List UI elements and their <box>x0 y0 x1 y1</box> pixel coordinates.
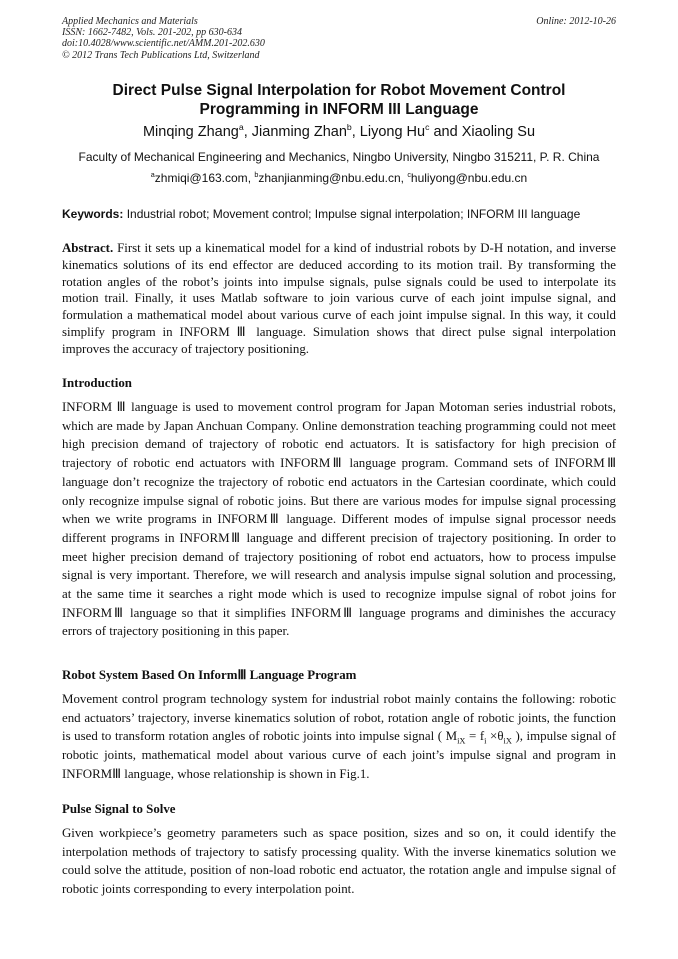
heading-pulse-signal: Pulse Signal to Solve <box>62 802 176 816</box>
author-affil-mark: c <box>425 122 430 133</box>
heading-introduction: Introduction <box>62 376 132 390</box>
abstract-label: Abstract. <box>62 241 114 255</box>
author-name: Liyong Hu <box>359 124 426 140</box>
formula-close: ) <box>511 729 520 744</box>
issn: ISSN: 1662-7482, Vols. 201-202, pp 630-634 <box>62 27 242 39</box>
keywords <box>62 207 616 221</box>
formula-t-sub: iX <box>503 736 512 746</box>
author-separator: and <box>429 124 462 140</box>
email-list <box>62 171 616 185</box>
author-name: Jianming Zhan <box>251 124 347 140</box>
author-affil-mark: b <box>346 122 352 133</box>
abstract <box>62 240 616 358</box>
journal-name: Applied Mechanics and Materials <box>62 16 198 27</box>
introduction-text: INFORM Ⅲ language is used to movement control program for Japan Motoman series industrial robots, which are made by Japan Anchuan Company. Online demonstration teaching programming could not meet high precision demand of trajectory of robotic end actuators. It is satisfactory for high precision of trajectory of robotic end actuators with INFORMⅢ language program. Command sets of INFORMⅢ language don’t recognize the trajectory of robotic end actuators in the Cartesian coordinate, which could only recognize impulse signal of robotic joins. But there are various modes for impulse signal processing when we write programs in INFORMⅢ language. Different modes of impulse signal processor needs different programs in INFORMⅢ language and different precision of trajectory positioning. In order to meet higher precision demand of trajectory positioning of robot end actuators, how to process impulse signal is very important. Therefore, we will research and analysis impulse signal solution and processing, at the same time it searches a right mode which is used to recognize impulse signal of robot joins for INFORMⅢ language so that it simplifies INFORMⅢ language programs and diminishes the accuracy errors of trajectory positioning in this paper. <box>62 400 616 639</box>
copyright: © 2012 Trans Tech Publications Ltd, Switzerland <box>62 49 260 61</box>
robot-text-before: Movement control program technology system for industrial robot mainly contains the following: robotic end actuators’ trajectory, inverse kinematics solution of robot, rotation angle of robotic joints, the function is used to transform rotation angles of robotic joints into impulse signal <box>62 692 616 744</box>
email-address: zhmiqi@163.com <box>154 171 248 185</box>
transform-formula <box>437 729 520 746</box>
keywords-text: Industrial robot; Movement control; Impulse signal interpolation; INFORM III language <box>126 207 581 221</box>
formula-m-sub: iX <box>457 736 466 746</box>
author-list <box>62 124 616 140</box>
email-address: zhanjianming@nbu.edu.cn <box>258 171 401 185</box>
author-name: Xiaoling Su <box>461 124 536 140</box>
email-mark: a <box>150 170 155 179</box>
email-separator: , <box>400 171 408 185</box>
email-mark: c <box>407 170 411 179</box>
email-address: huliyong@nbu.edu.cn <box>410 171 528 185</box>
formula-f-sub: i <box>484 736 487 746</box>
author-affil-mark: a <box>238 122 244 133</box>
doi: doi:10.4028/www.scientific.net/AMM.201-202.630 <box>62 38 265 50</box>
author-name: Minqing Zhang <box>142 124 239 140</box>
journal-meta <box>62 16 265 61</box>
online-date: Online: 2012-10-26 <box>536 16 616 27</box>
author-separator: , <box>351 124 360 140</box>
abstract-text: First it sets up a kinematical model for a kind of industrial robots by D-H notation, and inverse kinematics solutions of its end effector are deduced according to its motion trail. By transforming the rotation angles of the robot’s joints into impulse signals, pulse signals could be used to interpolate its motion trail. Finally, it uses Matlab software to join various curve of each joint impulse signal, and formulation a mathematical model about various curve of each joint impulse signal. In this way, it could simplify program in INFORM Ⅲ language. Simulation shows that direct pulse signal interpolation improves the accuracy of trajectory positioning. <box>62 241 616 356</box>
formula-times: ×θ <box>486 729 504 744</box>
robot-system-text <box>62 690 616 784</box>
author-separator: , <box>243 124 252 140</box>
keywords-label: Keywords: <box>62 207 124 221</box>
email-mark: b <box>254 170 259 179</box>
formula-mid: = f <box>465 729 485 744</box>
paper-title: Direct Pulse Signal Interpolation for Robot Movement Control Programming in INFORM III Language <box>112 82 566 118</box>
affiliation: Faculty of Mechanical Engineering and Mechanics, Ningbo University, Ningbo 315211, P. R. China <box>78 150 600 164</box>
robot-text-after: , impulse signal of robotic joints, mathematical model about various curve of each joint’s impulse signal and program in INFORMⅢ language, whose relationship is shown in Fig.1. <box>62 729 616 781</box>
pulse-signal-text: Given workpiece’s geometry parameters such as space position, sizes and so on, it could identify the interpolation methods of trajectory to satisfy processing quality. With the inverse kinematics solution we could solve the attitude, position of non-load robotic end actuator, the rotation angle and impulse signal of robotic joints corresponding to every interpolation point. <box>62 826 616 897</box>
heading-robot-system: Robot System Based On InformⅢ Language Program <box>62 668 357 682</box>
email-separator: , <box>247 171 255 185</box>
formula-open: ( M <box>437 729 458 744</box>
